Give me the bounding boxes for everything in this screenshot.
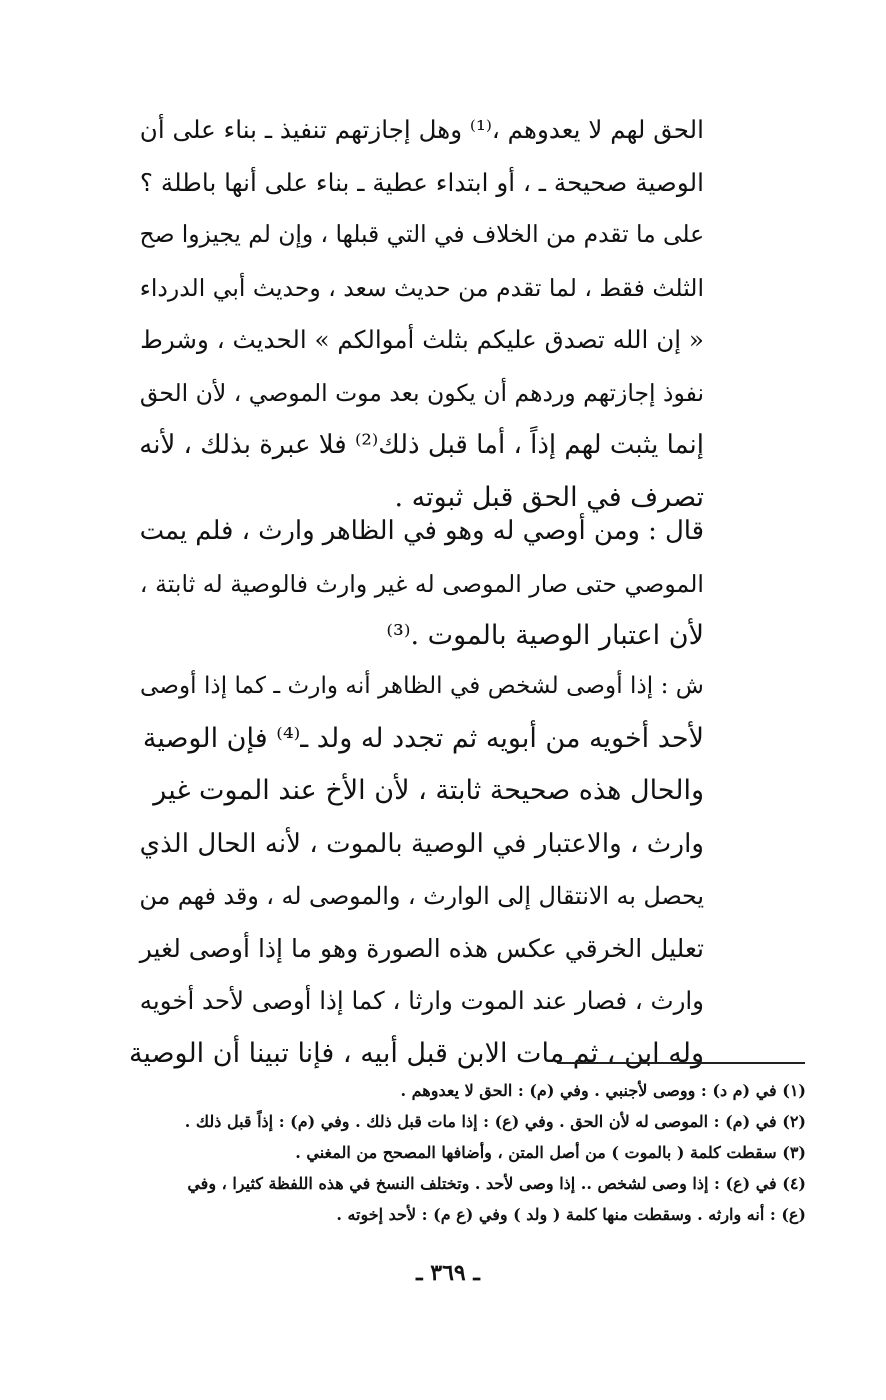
text-line: تصرف في الحق قبل ثبوته .: [394, 481, 704, 513]
paragraph-3: [128, 660, 704, 1080]
text-line: وارث ، والاعتبار في الوصية بالموت ، لأنه الحال الذي: [139, 828, 704, 859]
text-line: وارث ، فصار عند الموت وارثا ، كما إذا أوصى لأحد أخويه: [139, 986, 704, 1015]
footnote: (٤) في (ع) : إذا وصى لشخص .. إذا وصى لأحد . وتختلف النسخ في هذه اللفظة كثيرا ، وفي: [187, 1174, 806, 1193]
footnote: (١) في (م د) : ووصى لأجنبي . وفي (م) : الحق لا يعدوهم .: [400, 1081, 806, 1100]
text-line: والحال هذه صحيحة ثابتة ، لأن الأخ عند الموت غير: [153, 775, 704, 806]
text-line: الثلث فقط ، لما تقدم من حديث سعد ، وحديث أبي الدرداء: [139, 273, 704, 302]
footnotes: [128, 1075, 806, 1230]
text-line: إنما يثبت لهم إذاً ، أما قبل ذلك⁽²⁾ فلا عبرة بذلك ، لأنه: [139, 430, 704, 460]
text-line: لأحد أخويه من أبويه ثم تجدد له ولد ـ⁽⁴⁾ فإن الوصية: [142, 722, 704, 754]
text-line: الوصية صحيحة ـ ، أو ابتداء عطية ـ بناء على أنها باطلة ؟: [139, 167, 704, 197]
paragraph-2: [128, 505, 704, 663]
text-line: تعليل الخرقي عكس هذه الصورة وهو ما إذا أوصى لغير: [139, 933, 704, 963]
text-line: وله ابن ، ثم مات الابن قبل أبيه ، فإنا تبينا أن الوصية: [128, 1037, 704, 1069]
text-line: ش : إذا أوصى لشخص في الظاهر أنه وارث ـ كما إذا أوصى: [140, 673, 704, 699]
text-line: يحصل به الانتقال إلى الوارث ، والموصى له ، وقد فهم من: [139, 882, 704, 910]
footnote: (ع) : أنه وارثه . وسقطت منها كلمة ( ولد ) وفي (ع م) : لأحد إخوته .: [336, 1205, 806, 1224]
footnote: (٢) في (م) : الموصى له لأن الحق . وفي (ع) : إذا مات قبل ذلك . وفي (م) : إذاً قبل ذلك .: [184, 1112, 806, 1131]
paragraph-1: [128, 104, 704, 524]
text-line: « إن الله تصدق عليكم بثلث أموالكم » الحديث ، وشرط: [140, 325, 704, 354]
footnote-separator: [557, 1062, 805, 1064]
footnote: (٣) سقطت كلمة ( بالموت ) من أصل المتن ، وأضافها المصحح من المغني .: [295, 1143, 806, 1162]
page-number: ـ ٣٦٩ ـ: [416, 1260, 480, 1286]
text-line: الحق لهم لا يعدوهم ،⁽¹⁾ وهل إجازتهم تنفيذ ـ بناء على أن: [139, 115, 704, 144]
text-line: على ما تقدم من الخلاف في التي قبلها ، وإن لم يجيزوا صح: [139, 221, 704, 248]
text-line: لأن اعتبار الوصية بالموت .⁽³⁾: [386, 620, 704, 651]
text-line: قال : ومن أوصي له وهو في الظاهر وارث ، فلم يمت: [139, 516, 704, 546]
text-line: الموصي حتى صار الموصى له غير وارث فالوصية له ثابتة ،: [139, 569, 704, 598]
text-line: نفوذ إجازتهم وردهم أن يكون بعد موت الموصي ، لأن الحق: [139, 378, 704, 407]
